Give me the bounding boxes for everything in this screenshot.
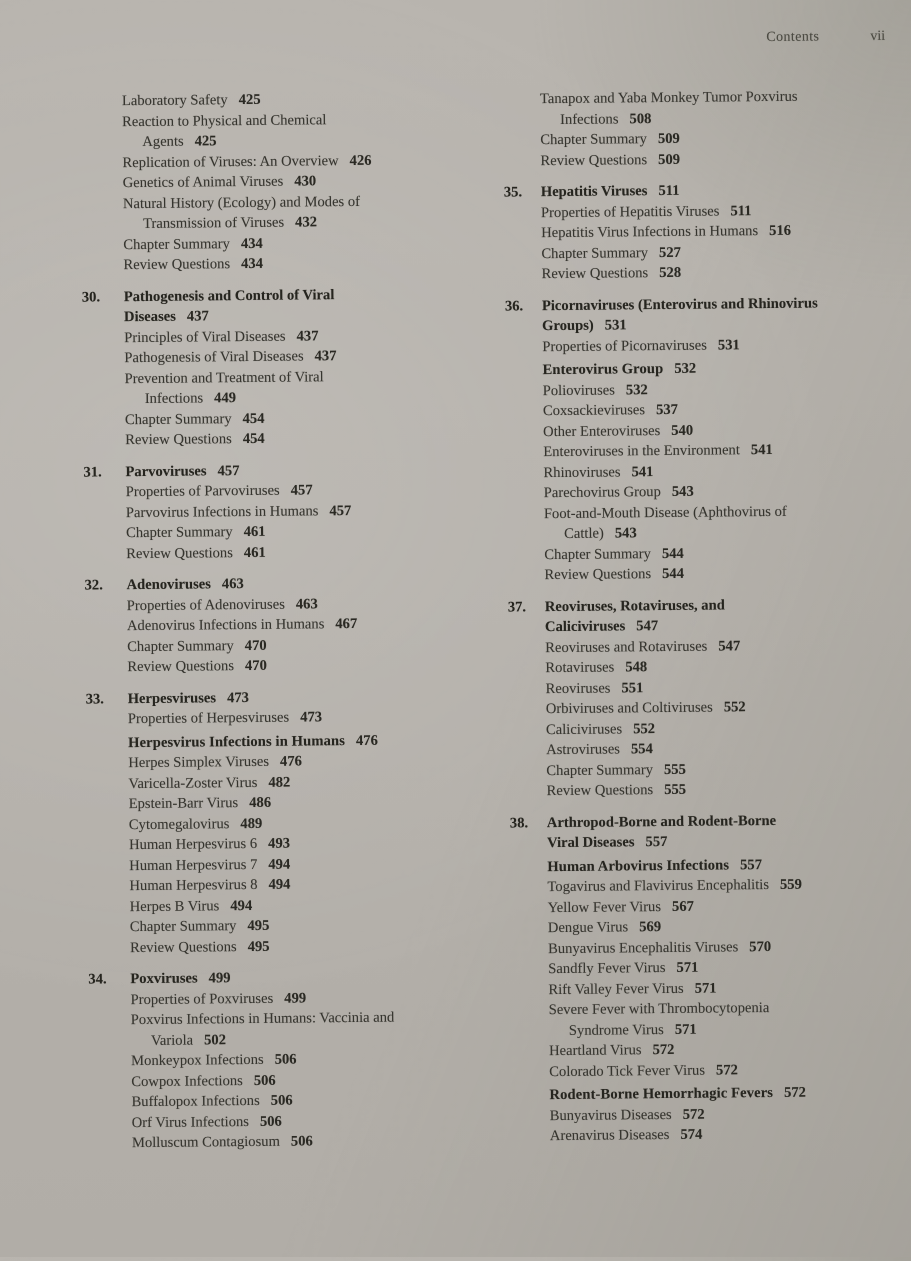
entry-page-number: 532 — [625, 381, 648, 398]
entry-page-number: 547 — [636, 618, 659, 635]
entry-page-number: 571 — [676, 959, 699, 976]
entry-page-number: 555 — [664, 781, 687, 799]
entry-text: Adenovirus Infections in Humans — [126, 616, 325, 635]
entry-page-number: 543 — [671, 483, 694, 500]
entry-text: Dengue Virus — [547, 919, 629, 937]
entry-text: Chapter Summary — [129, 918, 237, 936]
entry-text: Colorado Tick Fever Virus — [549, 1062, 706, 1080]
entry-text: Rift Valley Fever Virus — [548, 980, 684, 998]
entry-page-number: 509 — [657, 130, 680, 148]
entry-text: Pathogenesis and Control of Viral — [123, 286, 335, 305]
chapter-number: 34. — [88, 971, 107, 988]
entry-page-number: 502 — [204, 1031, 227, 1048]
entry-page-number: 437 — [186, 308, 209, 325]
entry-page-number: 527 — [658, 244, 681, 261]
entry-text: Viral Diseases — [546, 834, 635, 852]
chapter-number: 38. — [509, 814, 529, 831]
entry-page-number: 476 — [279, 753, 302, 770]
entry-page-number: 547 — [718, 637, 741, 654]
entry-page-number: 531 — [604, 317, 627, 334]
entry-text: Arthropod-Borne and Rodent-Borne — [546, 812, 777, 831]
entry-text: Properties of Hepatitis Viruses — [540, 202, 720, 221]
entry-page-number: 506 — [270, 1092, 293, 1109]
entry-text: Hepatitis Viruses — [540, 183, 648, 201]
entry-page-number: 506 — [253, 1072, 276, 1089]
toc-entry — [90, 1130, 505, 1154]
entry-page-number: 557 — [740, 856, 763, 873]
chapter-title-line — [510, 830, 910, 854]
toc-entry — [86, 706, 501, 730]
entry-text: Pathogenesis of Viral Diseases — [124, 348, 304, 367]
entry-text: Orbiviruses and Coltiviruses — [545, 699, 713, 718]
toc-column-left — [80, 88, 505, 1165]
entry-text: Replication of Viruses: An Overview — [122, 152, 339, 171]
entry-page-number: 434 — [241, 255, 264, 273]
entry-page-number: 457 — [217, 462, 240, 479]
entry-text: Cattle) — [564, 525, 604, 542]
entry-page-number: 572 — [652, 1041, 675, 1059]
entry-page-number: 454 — [242, 410, 265, 427]
entry-page-number: 572 — [783, 1084, 807, 1101]
entry-text: Polioviruses — [542, 381, 615, 399]
entry-page-number: 457 — [329, 502, 352, 519]
entry-page-number: 540 — [671, 422, 694, 439]
entry-page-number: 489 — [240, 815, 263, 832]
entry-text: Rotaviruses — [545, 659, 615, 677]
entry-text: Poxviruses — [130, 970, 198, 988]
entry-page-number: 552 — [633, 720, 656, 737]
toc-entry — [85, 654, 500, 678]
entry-page-number: 528 — [659, 264, 682, 282]
entry-text: Chapter Summary — [124, 410, 232, 428]
entry-page-number: 511 — [730, 202, 752, 219]
entry-page-number: 543 — [614, 525, 637, 542]
toc-entry — [507, 562, 907, 586]
entry-page-number: 430 — [294, 173, 317, 190]
entry-text: Bunyavirus Encephalitis Viruses — [548, 938, 739, 957]
entry-page-number: 476 — [355, 732, 378, 749]
entry-page-number: 494 — [268, 856, 291, 873]
entry-text: Diseases — [123, 308, 176, 326]
entry-text: Arenavirus Diseases — [549, 1126, 670, 1145]
entry-page-number: 506 — [259, 1113, 282, 1130]
entry-page-number: 461 — [243, 523, 266, 541]
entry-page-number: 486 — [249, 794, 272, 811]
entry-page-number: 470 — [244, 657, 267, 675]
entry-text: Buffalopox Infections — [131, 1092, 260, 1111]
entry-page-number: 557 — [645, 833, 668, 851]
entry-page-number: 509 — [658, 151, 681, 168]
entry-text: Severe Fever with Thrombocytopenia — [548, 1000, 770, 1019]
entry-page-number: 574 — [680, 1126, 703, 1143]
chapter-number: 37. — [507, 598, 527, 615]
entry-text: Infections — [144, 390, 204, 407]
toc-entry — [509, 778, 909, 802]
entry-text: Cowpox Infections — [131, 1072, 243, 1090]
entry-text: Properties of Poxviruses — [130, 990, 274, 1008]
toc-chapter-block — [508, 593, 910, 802]
entry-text: Parvoviruses — [125, 462, 207, 480]
entry-text: Monkeypox Infections — [131, 1051, 264, 1070]
entry-text: Enterovirus Group — [542, 360, 664, 379]
entry-text: Herpesviruses — [127, 689, 217, 707]
entry-text: Transmission of Viruses — [143, 214, 285, 232]
entry-page-number: 482 — [268, 774, 291, 791]
entry-page-number: 473 — [300, 709, 323, 726]
entry-text: Adenoviruses — [126, 576, 211, 594]
entry-text: Human Arbovirus Infections — [547, 856, 730, 875]
entry-page-number: 554 — [630, 741, 653, 758]
toc-entry — [512, 1058, 911, 1082]
toc-chapter-block — [510, 809, 911, 1147]
entry-text: Chapter Summary — [127, 637, 234, 655]
entry-text: Reaction to Physical and Chemical — [122, 111, 327, 130]
entry-text: Natural History (Ecology) and Modes of — [122, 193, 361, 212]
entry-text: Infections — [560, 110, 619, 128]
entry-text: Herpes B Virus — [129, 897, 220, 915]
chapter-number: 36. — [504, 297, 524, 315]
toc-chapter-block — [80, 88, 497, 276]
entry-text: Epstein-Barr Virus — [128, 795, 239, 813]
entry-text: Togavirus and Flavivirus Encephalitis — [547, 877, 770, 896]
entry-page-number: 425 — [238, 91, 261, 109]
toc-entry — [84, 540, 499, 564]
entry-text: Reoviruses, Rotaviruses, and — [544, 596, 725, 615]
entry-text: Review Questions — [126, 544, 233, 562]
entry-page-number: 467 — [335, 615, 358, 633]
entry-text: Other Enteroviruses — [543, 422, 661, 440]
entry-text: Cytomegalovirus — [128, 815, 230, 833]
entry-page-number: 531 — [717, 336, 740, 353]
entry-page-number: 461 — [243, 544, 266, 561]
entry-page-number: 463 — [221, 576, 244, 593]
entry-text: Astroviruses — [546, 741, 621, 759]
entry-page-number: 567 — [671, 898, 694, 915]
entry-text: Caliciviruses — [545, 720, 623, 738]
entry-page-number: 511 — [658, 182, 680, 200]
entry-text: Variola — [150, 1032, 194, 1049]
entry-text: Human Herpesvirus 7 — [129, 856, 258, 874]
toc-entry — [81, 252, 496, 276]
toc-entry — [88, 934, 503, 958]
entry-page-number: 569 — [639, 919, 662, 936]
entry-page-number: 548 — [625, 659, 648, 676]
entry-text: Laboratory Safety — [121, 92, 228, 110]
entry-text: Rodent-Borne Hemorrhagic Fevers — [549, 1084, 774, 1104]
chapter-number: 30. — [81, 288, 101, 306]
entry-text: Properties of Parvoviruses — [125, 482, 280, 501]
entry-text: Human Herpesvirus 6 — [128, 835, 258, 854]
entry-text: Molluscum Contagiosum — [131, 1133, 280, 1152]
entry-text: Chapter Summary — [540, 131, 647, 149]
toc-chapter-block — [83, 458, 499, 564]
entry-text: Tanapox and Yaba Monkey Tumor Poxvirus — [539, 88, 798, 108]
entry-text: Principles of Viral Diseases — [124, 328, 286, 346]
entry-page-number: 552 — [723, 699, 746, 716]
entry-text: Herpes Simplex Viruses — [128, 753, 270, 772]
entry-page-number: 454 — [242, 430, 265, 448]
toc-entry — [505, 261, 905, 285]
entry-text: Genetics of Animal Viruses — [122, 173, 284, 192]
entry-text: Foot-and-Mouth Disease (Aphthovirus of — [543, 503, 787, 522]
entry-text: Review Questions — [544, 566, 652, 584]
entry-page-number: 544 — [662, 565, 685, 583]
entry-text: Chapter Summary — [544, 545, 651, 563]
toc-chapter-block — [88, 966, 505, 1154]
toc-chapter-block — [503, 86, 904, 172]
entry-text: Chapter Summary — [541, 244, 649, 262]
toc-entry — [83, 427, 498, 451]
entry-page-number: 537 — [655, 401, 679, 419]
entry-page-number: 532 — [674, 360, 697, 377]
entry-text: Poxvirus Infections in Humans: Vaccinia and — [130, 1009, 395, 1029]
entry-text: Properties of Picornaviruses — [542, 337, 707, 355]
entry-text: Orf Virus Infections — [131, 1113, 250, 1131]
entry-page-number: 434 — [240, 235, 263, 252]
entry-page-number: 559 — [779, 876, 802, 893]
entry-text: Chapter Summary — [123, 235, 230, 253]
running-header — [0, 28, 905, 45]
entry-page-number: 495 — [247, 938, 270, 955]
entry-text: Parechovirus Group — [543, 484, 661, 502]
entry-text: Review Questions — [546, 782, 654, 800]
entry-text: Coxsackieviruses — [542, 402, 646, 420]
entry-page-number: 495 — [247, 917, 270, 935]
chapter-number: 35. — [503, 184, 523, 201]
entry-text: Reoviruses — [545, 680, 611, 697]
entry-page-number: 473 — [226, 689, 249, 706]
entry-page-number: 570 — [749, 938, 772, 955]
toc-chapter-block — [84, 572, 500, 678]
entry-text: Review Questions — [125, 431, 232, 449]
entry-text: Review Questions — [540, 151, 648, 169]
entry-page-number: 457 — [290, 482, 313, 499]
page-folio: vii — [870, 28, 886, 44]
toc-chapter-block — [86, 685, 504, 958]
entry-page-number: 551 — [621, 679, 644, 696]
entry-page-number: 470 — [244, 637, 267, 654]
entry-text: Heartland Virus — [548, 1042, 642, 1060]
entry-text: Rhinoviruses — [543, 463, 621, 481]
toc-chapter-block — [505, 292, 908, 586]
entry-page-number: 449 — [214, 390, 237, 407]
entry-text: Properties of Adenoviruses — [126, 596, 285, 614]
entry-text: Varicella-Zoster Virus — [128, 774, 258, 792]
entry-text: Chapter Summary — [546, 761, 654, 779]
toc-entry — [513, 1123, 911, 1147]
entry-text: Properties of Herpesviruses — [127, 709, 290, 728]
entry-page-number: 494 — [268, 876, 291, 893]
entry-page-number: 541 — [631, 463, 654, 480]
entry-text: Chapter Summary — [125, 524, 233, 542]
entry-page-number: 541 — [750, 441, 773, 459]
entry-text: Hepatitis Virus Infections in Humans — [541, 223, 759, 242]
entry-text: Reoviruses and Rotaviruses — [545, 638, 708, 656]
entry-text: Parvovirus Infections in Humans — [125, 502, 319, 521]
entry-page-number: 571 — [674, 1021, 697, 1038]
entry-text: Review Questions — [129, 938, 237, 956]
entry-page-number: 432 — [295, 214, 318, 231]
entry-page-number: 437 — [296, 327, 319, 345]
entry-text: Herpesvirus Infections in Humans — [128, 732, 346, 751]
entry-page-number: 508 — [629, 110, 652, 127]
entry-page-number: 499 — [284, 989, 307, 1007]
entry-page-number: 572 — [715, 1061, 738, 1079]
entry-page-number: 506 — [290, 1133, 313, 1150]
entry-page-number: 463 — [295, 595, 318, 613]
entry-text: Bunyavirus Diseases — [549, 1106, 672, 1124]
entry-text: Enteroviruses in the Environment — [543, 442, 740, 461]
entry-text: Syndrome Virus — [568, 1021, 664, 1039]
entry-page-number: 571 — [694, 980, 717, 997]
entry-text: Review Questions — [123, 256, 231, 274]
entry-page-number: 426 — [349, 152, 372, 169]
toc-chapter-block — [504, 179, 905, 285]
entry-page-number: 437 — [314, 348, 337, 365]
entry-text: Yellow Fever Virus — [547, 898, 662, 916]
entry-text: Caliciviruses — [544, 618, 626, 636]
running-header-title: Contents — [766, 29, 820, 45]
toc-entry — [505, 333, 905, 357]
entry-text: Review Questions — [541, 265, 649, 283]
entry-text: Groups) — [542, 317, 594, 335]
entry-text: Agents — [142, 133, 184, 150]
entry-page-number: 499 — [208, 970, 231, 987]
chapter-number: 31. — [83, 463, 102, 481]
entry-page-number: 494 — [230, 897, 253, 914]
entry-text: Human Herpesvirus 8 — [129, 876, 258, 895]
entry-page-number: 544 — [661, 545, 684, 562]
entry-page-number: 493 — [268, 835, 291, 852]
entry-text: Review Questions — [127, 658, 235, 676]
entry-text: Prevention and Treatment of Viral — [124, 368, 324, 387]
toc-entry — [503, 147, 903, 171]
entry-page-number: 572 — [682, 1106, 705, 1123]
entry-page-number: 506 — [274, 1051, 297, 1068]
entry-page-number: 555 — [663, 761, 686, 778]
entry-text: Sandfly Fever Virus — [548, 960, 666, 978]
chapter-number: 32. — [84, 577, 103, 594]
chapter-number: 33. — [85, 690, 104, 708]
toc-chapter-block — [82, 283, 499, 451]
entry-page-number: 516 — [769, 222, 792, 239]
entry-text: Picornaviruses (Enterovirus and Rhinovirus — [541, 295, 818, 314]
entry-page-number: 425 — [194, 133, 217, 150]
toc-column-right — [503, 86, 911, 1158]
